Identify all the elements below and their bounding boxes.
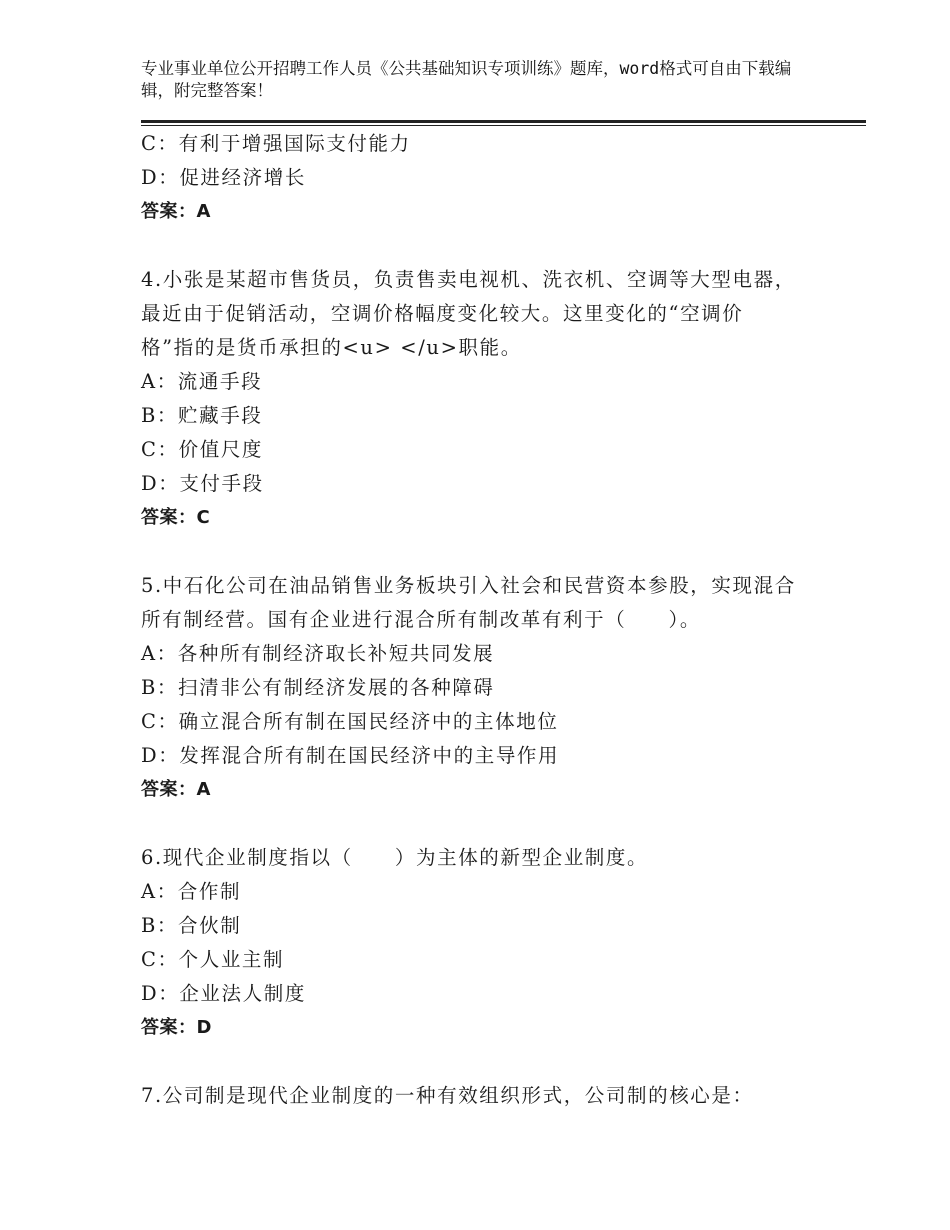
question-3-tail — [141, 127, 801, 229]
question-stem: 5.中石化公司在油品销售业务板块引入社会和民营资本参股，实现混合所有制经营。国有企业进行混合所有制改革有利于（ ）。 — [141, 574, 796, 631]
question-5 — [141, 569, 801, 807]
header-divider-thin — [141, 125, 866, 126]
option-d: D：促进经济增长 — [141, 166, 306, 189]
spacer — [141, 1045, 801, 1079]
option-a: A：各种所有制经济取长补短共同发展 — [141, 642, 495, 665]
option-a: A：流通手段 — [141, 370, 263, 393]
option-d: D：发挥混合所有制在国民经济中的主导作用 — [141, 744, 560, 767]
header-divider-thick — [141, 120, 866, 123]
spacer — [141, 807, 801, 841]
option-b: B：贮藏手段 — [141, 404, 263, 427]
answer-label: 答案：C — [141, 507, 211, 528]
spacer — [141, 229, 801, 263]
question-6 — [141, 841, 801, 1045]
page-header — [141, 58, 821, 102]
question-stem: 4.小张是某超市售货员，负责售卖电视机、洗衣机、空调等大型电器，最近由于促销活动，空调价格幅度变化较大。这里变化的“空调价格”指的是货币承担的<u> </u>职能。 — [141, 268, 796, 359]
question-7 — [141, 1079, 801, 1113]
option-a: A：合作制 — [141, 880, 242, 903]
option-b: B：合伙制 — [141, 914, 242, 937]
answer-label: 答案：D — [141, 1017, 212, 1038]
option-c: C：有利于增强国际支付能力 — [141, 132, 411, 155]
question-stem: 6.现代企业制度指以（ ）为主体的新型企业制度。 — [141, 846, 649, 869]
option-c: C：价值尺度 — [141, 438, 264, 461]
question-stem: 7.公司制是现代企业制度的一种有效组织形式，公司制的核心是： — [141, 1084, 754, 1107]
question-content — [141, 127, 801, 1113]
answer-label: 答案：A — [141, 201, 211, 222]
answer-label: 答案：A — [141, 779, 211, 800]
question-4 — [141, 263, 801, 535]
option-d: D：支付手段 — [141, 472, 264, 495]
option-c: C：确立混合所有制在国民经济中的主体地位 — [141, 710, 559, 733]
option-d: D：企业法人制度 — [141, 982, 306, 1005]
spacer — [141, 535, 801, 569]
option-b: B：扫清非公有制经济发展的各种障碍 — [141, 676, 495, 699]
option-c: C：个人业主制 — [141, 948, 285, 971]
header-title: 专业事业单位公开招聘工作人员《公共基础知识专项训练》题库，word格式可自由下载编辑，附完整答案！ — [141, 59, 792, 100]
